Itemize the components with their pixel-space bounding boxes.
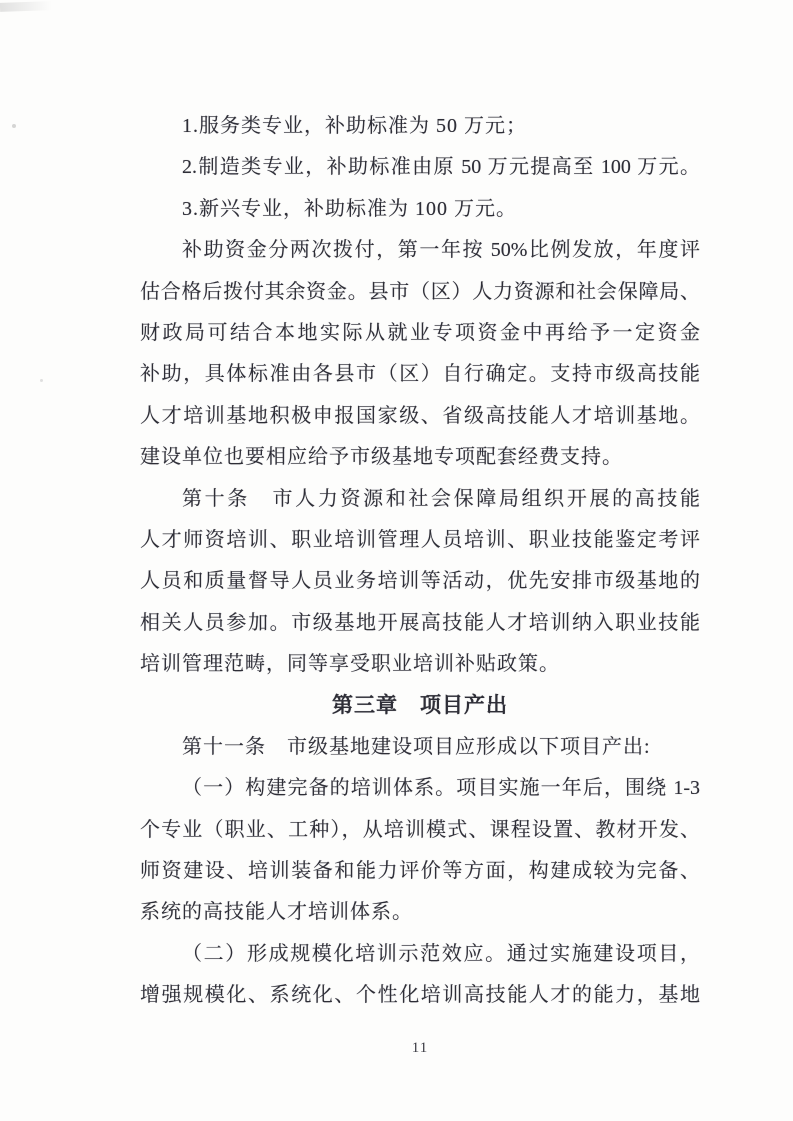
text-line: 系统的高技能人才培训体系。: [140, 901, 413, 924]
text-line: 培训管理范畴，同等享受职业培训补贴政策。: [140, 653, 560, 676]
text-line: 增强规模化、系统化、个性化培训高技能人才的能力，基地: [140, 984, 700, 1007]
text-line: 3.新兴专业，补助标准为 100 万元。: [182, 197, 517, 220]
chapter-heading: 第三章 项目产出: [332, 694, 508, 718]
scan-speckle: [40, 379, 43, 382]
text-line: 第十条 市人力资源和社会保障局组织开展的高技能: [182, 487, 700, 510]
text-line: 建设单位也要相应给予市级基地专项配套经费支持。: [140, 446, 623, 469]
text-line: 估合格后拨付其余资金。县市（区）人力资源和社会保障局、: [140, 280, 700, 303]
text-line: 补助，具体标准由各县市（区）自行确定。支持市级高技能: [140, 363, 700, 386]
text-line: 人才培训基地积极申报国家级、省级高技能人才培训基地。: [140, 404, 700, 427]
text-line: 2.制造类专业，补助标准由原 50 万元提高至 100 万元。: [182, 156, 700, 179]
text-line: 人才师资培训、职业培训管理人员培训、职业技能鉴定考评: [140, 528, 700, 551]
page-number: 11: [411, 1040, 429, 1056]
text-line: （二）形成规模化培训示范效应。通过实施建设项目，: [182, 942, 700, 965]
text-line: 人员和质量督导人员业务培训等活动，优先安排市级基地的: [140, 570, 700, 593]
scan-edge-artifact: [0, 1, 52, 12]
scan-speckle: [12, 124, 16, 128]
text-line: 1.服务类专业，补助标准为 50 万元；: [182, 115, 527, 137]
text-line: 补助资金分两次拨付，第一年按 50%比例发放，年度评: [182, 239, 700, 262]
text-line: 师资建设、培训装备和能力评价等方面，构建成较为完备、: [140, 860, 700, 883]
document-body: [140, 106, 700, 1017]
text-line: 第十一条 市级基地建设项目应形成以下项目产出:: [182, 735, 651, 758]
text-line: 财政局可结合本地实际从就业专项资金中再给予一定资金: [140, 321, 700, 344]
text-line: 相关人员参加。市级基地开展高技能人才培训纳入职业技能: [140, 611, 700, 634]
text-line: （一）构建完备的培训体系。项目实施一年后，围绕 1-3: [182, 777, 700, 800]
text-line: 个专业（职业、工种），从培训模式、课程设置、教材开发、: [140, 818, 700, 841]
